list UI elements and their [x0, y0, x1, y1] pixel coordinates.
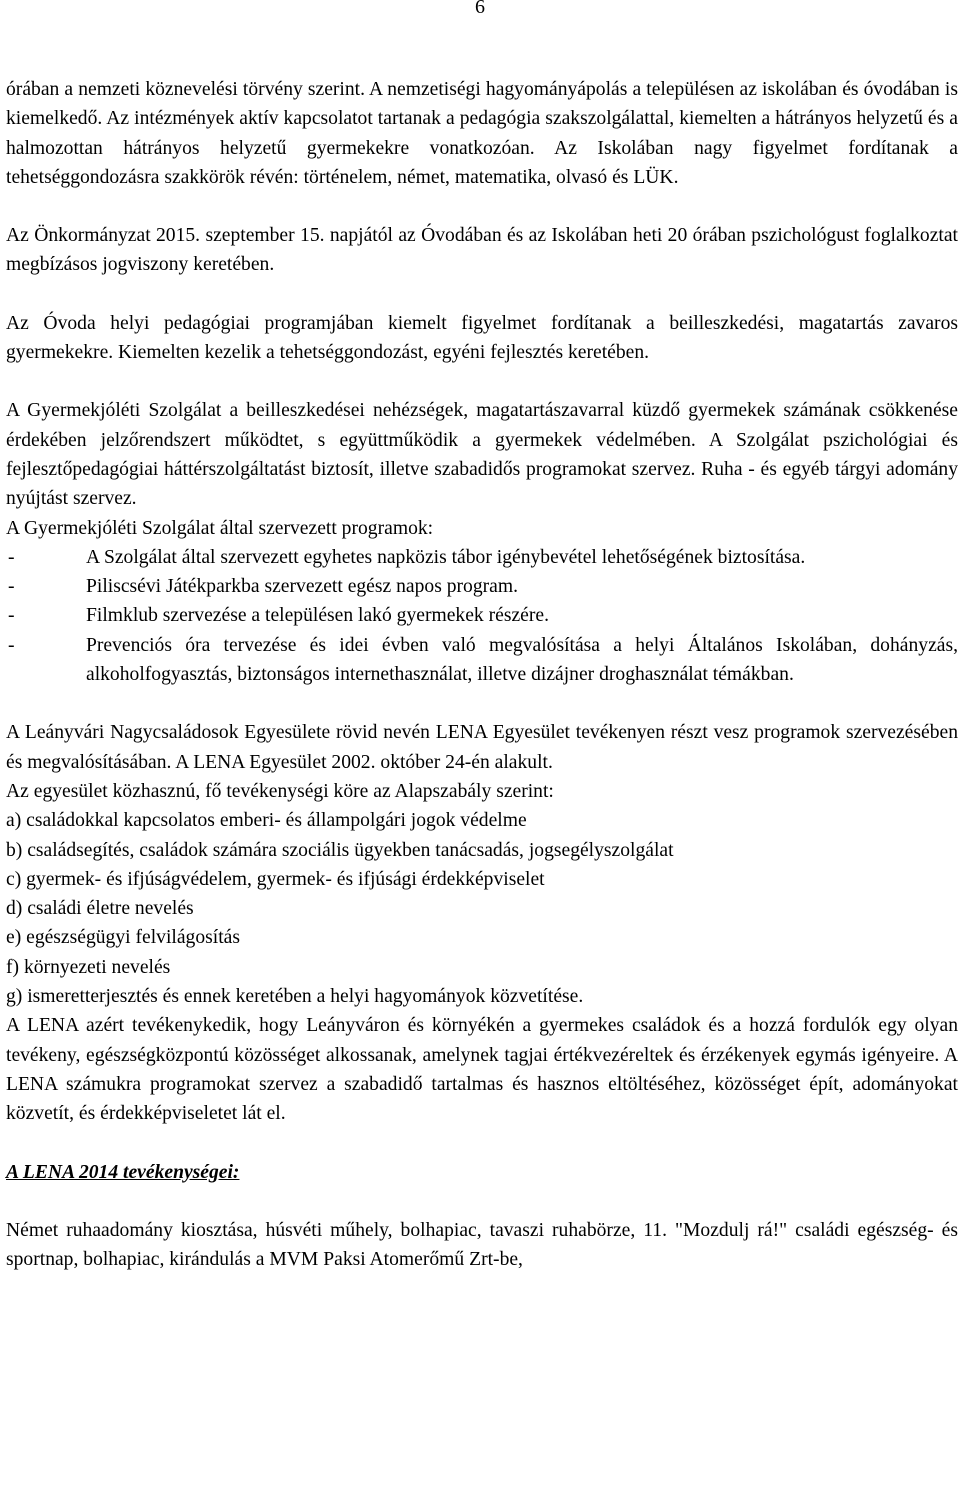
list-item: b) családsegítés, családok számára szociális ügyekben tanácsadás, jogsegélyszolgálat	[6, 839, 674, 861]
paragraph-psychologist: Az Önkormányzat 2015. szeptember 15. napjától az Óvodában és az Iskolában heti 20 órában pszichológust foglalkoztat megbízásos jogviszony keretében.	[6, 225, 958, 276]
list-item: e) egészségügyi felvilágosítás	[6, 927, 240, 949]
dash-marker: -	[8, 576, 15, 598]
paragraph-school-programs: órában a nemzeti köznevelési törvény szerint. A nemzetiségi hagyományápolás a településen az iskolában és óvodában is kiemelkedő. Az intézmények aktív kapcsolatot tartanak a pedagógia szakszolgálattal, kiemelten a hátrányos helyzetű és a halmozottan hátrányos helyzetű gyermekekre vonatkozóan. Az Iskolában nagy figyelmet fordítanak a tehetséggondozásra szakkörök révén: történelem, német, matematika, olvasó és LÜK.	[6, 79, 958, 188]
dash-marker: -	[8, 546, 15, 568]
lena-activity-list	[6, 806, 958, 1011]
list-item	[6, 601, 958, 630]
paragraph-child-welfare: A Gyermekjóléti Szolgálat a beilleszkedései nehézségek, magatartászavarral küzdő gyermekek számának csökkenése érdekében jelzőrendszert működtet, s együttműködik a gyermekek védelmében. A Szolgálat pszichológiai és fejlesztőpedagógiai háttérszolgáltatást biztosít, illetve szabadidős programokat szervez. Ruha - és egyéb tárgyi adomány nyújtást szervez.	[6, 400, 958, 510]
programs-list	[6, 543, 958, 689]
paragraph-kindergarten: Az Óvoda helyi pedagógiai programjában kiemelt figyelmet fordítanak a beilleszkedési, magatartás zavaros gyermekekre. Kiemelten kezelik a tehetséggondozást, egyéni fejlesztés keretében.	[6, 312, 958, 364]
list-item: g) ismeretterjesztés és ennek keretében a helyi hagyományok közvetítése.	[6, 986, 584, 1008]
list-item: d) családi életre nevelés	[6, 898, 194, 920]
dash-marker: -	[8, 634, 15, 656]
dash-marker: -	[8, 605, 15, 627]
paragraph-lena-intro: A Leányvári Nagycsaládosok Egyesülete rövid nevén LENA Egyesület tevékenyen részt vesz programok szervezésében és megvalósításában. A LENA Egyesület 2002. október 24-én alakult.	[6, 722, 958, 773]
paragraph-programs-intro: A Gyermekjóléti Szolgálat által szervezett programok:	[6, 517, 434, 539]
list-item	[6, 572, 958, 601]
section-heading: A LENA 2014 tevékenységei:	[6, 1161, 240, 1183]
page-number: 6	[475, 0, 485, 18]
list-item-text: Filmklub szervezése a településen lakó gyermekek részére.	[86, 605, 549, 627]
list-item: c) gyermek- és ifjúságvédelem, gyermek- és ifjúsági érdekképviselet	[6, 868, 545, 890]
paragraph-lena-2014: Német ruhaadomány kiosztása, húsvéti műhely, bolhapiac, tavaszi ruhabörze, 11. "Mozdulj rá!" családi egészség- és sportnap, bolhapiac, kirándulás a MVM Paksi Atomerőmű Zrt-be,	[6, 1219, 958, 1271]
list-item: a) családokkal kapcsolatos emberi- és állampolgári jogok védelme	[6, 810, 527, 832]
list-item-text: Prevenciós óra tervezése és idei évben való megvalósítása a helyi Általános Iskolában, dohányzás, alkoholfogyasztás, biztonságos internethasználat, illetve dizájner droghasználat témákban.	[86, 634, 958, 686]
list-item-text: Piliscsévi Játékparkba szervezett egész napos program.	[86, 576, 518, 598]
list-item	[6, 543, 958, 572]
list-item: f) környezeti nevelés	[6, 956, 171, 978]
document-body	[6, 75, 958, 1274]
paragraph-lena-activities-intro: Az egyesület közhasznú, fő tevékenységi köre az Alapszabály szerint:	[6, 780, 554, 802]
list-item	[6, 631, 958, 690]
list-item-text: A Szolgálat által szervezett egyhetes napközis tábor igénybevétel lehetőségének biztosítása.	[86, 546, 806, 568]
paragraph-lena-mission: A LENA azért tevékenykedik, hogy Leányváron és környékén a gyermekes családok és a hozzá fordulók egy olyan tevékeny, egészségközpontú közösséget alkossanak, amelynek tagjai értékvezéreltek és érzékenyek egymás igényeire. A LENA számukra programokat szervez a szabadidő tartalmas és hasznos eltöltéséhez, közösséget épít, adományokat közvetít, és érdekképviseletet lát el.	[6, 1015, 958, 1125]
